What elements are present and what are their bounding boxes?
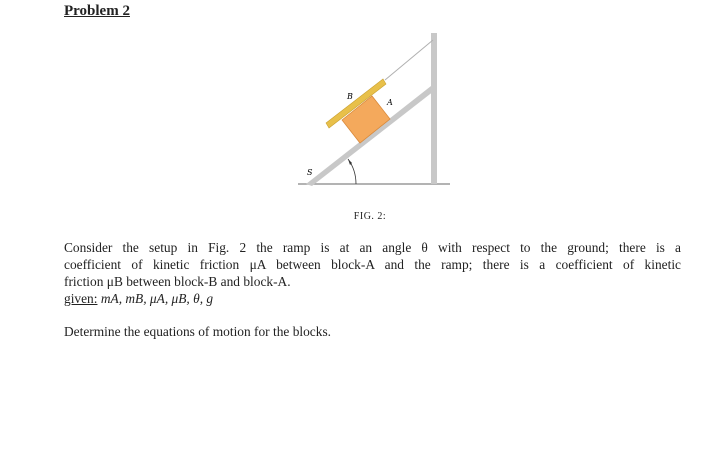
given-values: mA, mB, μA, μB, θ, g xyxy=(100,291,214,306)
description-line-2: coefficient of kinetic friction μA between block-A and the ramp; there is a coefficient of kinetic xyxy=(64,257,681,272)
given-label: given: xyxy=(64,291,98,306)
ramp-figure xyxy=(290,28,460,193)
description-line-3: friction μB between block-B and block-A. xyxy=(64,274,291,289)
question-text: Determine the equations of motion for the blocks. xyxy=(64,324,332,339)
figure-caption: FIG. 2: xyxy=(353,211,387,222)
vertical-post xyxy=(431,33,437,184)
description-line-1: Consider the setup in Fig. 2 the ramp is at an angle θ with respect to the ground; there is a xyxy=(64,240,681,255)
label-block-b: B xyxy=(347,92,353,101)
angle-arc xyxy=(348,159,356,184)
problem-heading: Problem 2 xyxy=(64,3,130,19)
problem-description xyxy=(64,239,681,307)
block-a xyxy=(342,96,390,143)
label-block-a: A xyxy=(387,98,393,107)
label-s: S xyxy=(307,168,313,177)
rope xyxy=(385,40,433,80)
given-line xyxy=(64,290,681,307)
